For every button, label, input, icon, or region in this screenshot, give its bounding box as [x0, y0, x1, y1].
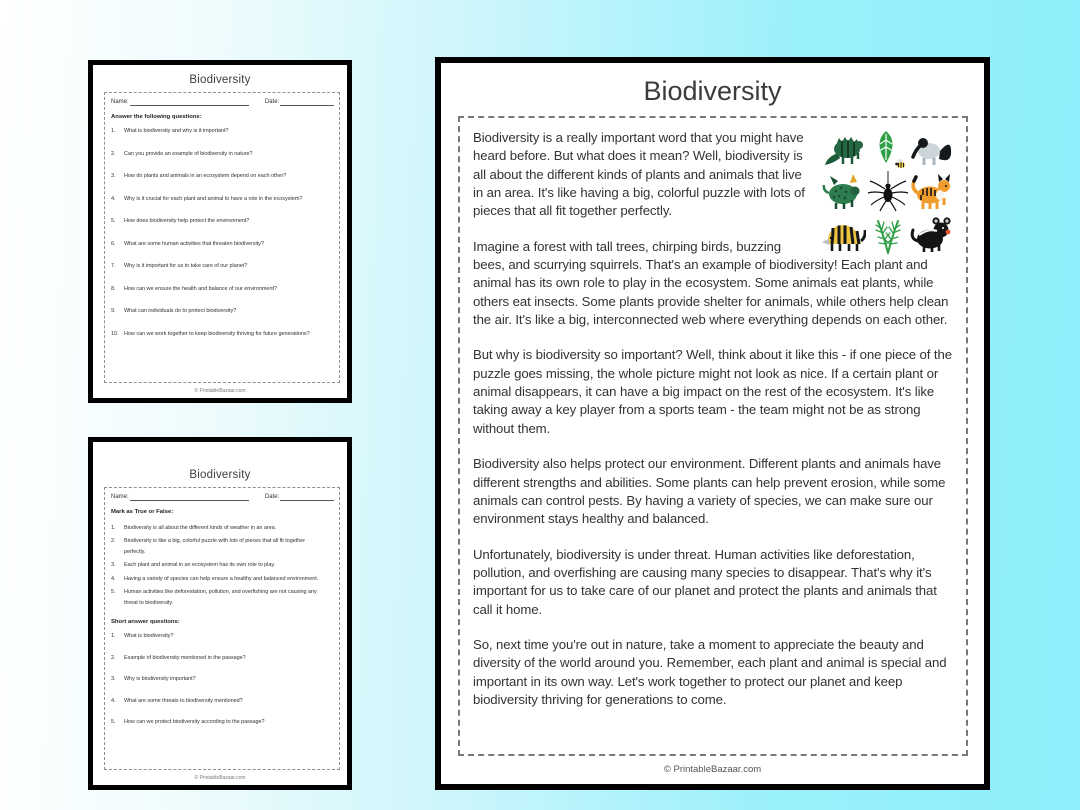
name-label: Name: — [111, 494, 129, 500]
passage-dashed-box — [458, 116, 968, 756]
worksheet-dashed-box — [104, 487, 340, 770]
animal-collage — [822, 129, 954, 255]
question-item: Why is it crucial for each plant and animal to have a role in the ecosystem? — [124, 195, 303, 202]
question-item: How can we ensure the health and balance of our environment? — [124, 285, 277, 292]
lizard-icon — [822, 129, 866, 171]
numbat-icon — [822, 213, 866, 255]
question-item: How do plants and animals in an ecosystem depend on each other? — [124, 173, 287, 179]
passage-paragraph: Biodiversity is a really important word that you might have heard before. But what does it mean? Well, biodiversity is all about the different kinds of plants and animals that live in an area. It's like having a big, colorful puzzle with lots of pieces that all fit together perfectly. — [473, 130, 805, 219]
passage-footer: © PrintableBazaar.com — [663, 764, 762, 775]
name-blank-line — [130, 494, 250, 501]
truefalse-item: Biodiversity is like a big, colorful puzzle with lots of pieces that all fit together perfectly. — [124, 538, 306, 555]
passage-paragraph: But why is biodiversity so important? Well, think about it like this - if one piece of the puzzle goes missing, the whole picture might not look as nice. If a certain plant or animal disappears, it can have a big impact on the rest of the ecosystem. It's like taking away a key player from a sports team - the team might not be as strong without them. — [473, 347, 952, 436]
shortanswer-heading: Short answer questions: — [111, 619, 180, 626]
fern-icon — [866, 213, 910, 255]
worksheet-dashed-box — [104, 92, 340, 383]
question-item: How does biodiversity help protect the environment? — [124, 218, 250, 224]
passage-page — [435, 57, 990, 790]
possum-icon — [910, 213, 954, 255]
worksheet-footer: © PrintableBazaar.com — [194, 775, 246, 781]
passage-paragraph: So, next time you're out in nature, take a moment to appreciate the beauty and diversity of the world around you. Remember, each plant and animal is special and important in its own way. Let's work together to protect our planet and keep biodiversity thriving for generations to come. — [473, 636, 947, 707]
passage-title: Biodiversity — [643, 76, 782, 106]
worksheet-title: Biodiversity — [189, 469, 251, 481]
truefalse-item: Each plant and animal in an ecosystem has its own role to play. — [124, 562, 276, 569]
worksheet-title: Biodiversity — [189, 74, 251, 86]
truefalse-item: Having a variety of species can help ensure a healthy and balanced environment. — [124, 575, 319, 582]
date-label: Date: — [264, 99, 280, 105]
truefalse-heading: Mark as True or False: — [111, 509, 174, 515]
shortanswer-item: Why is biodiversity important? — [124, 676, 196, 683]
date-label: Date: — [264, 494, 280, 500]
questions-list — [111, 128, 334, 337]
name-label: Name: — [111, 99, 129, 105]
date-blank-line — [280, 99, 334, 106]
shortanswer-item: What is biodiversity? — [124, 633, 174, 640]
shortanswer-list — [111, 633, 334, 725]
leaf-icon — [866, 129, 910, 171]
passage-paragraph: Imagine a forest with tall trees, chirping birds, buzzing bees, and scurrying squirrels. That's an example of biodiversity! Each plant and animal has its own role to play in the ecosystem. Some animals eat plants, while others eat insects. Some plants provide shelter for animals, while others help clean the air. It's like a big, interconnected web where everything depends on each other. — [473, 238, 949, 328]
truefalse-item: Biodiversity is all about the different kinds of weather in an area. — [124, 525, 277, 531]
name-date-row — [111, 99, 334, 106]
worksheet-footer: © PrintableBazaar.com — [194, 388, 246, 394]
name-blank-line — [130, 99, 250, 106]
passage-paragraph: Unfortunately, biodiversity is under threat. Human activities like deforestation, pollution, and overfishing are causing many species to disappear. That's why it's important for us to take care of our planet and protect the plants and animals that call it home. — [473, 546, 937, 617]
bee-icon — [895, 159, 905, 168]
shortanswer-item: How can we protect biodiversity according to the passage? — [124, 719, 265, 726]
shortanswer-item: What are some threats to biodiversity mentioned? — [124, 697, 243, 704]
question-item: What can individuals do to protect biodiversity? — [124, 308, 237, 314]
worksheet-truefalse-page — [88, 437, 352, 790]
question-item: Why is it important for us to take care of our planet? — [124, 263, 248, 269]
anteater-icon — [910, 129, 954, 171]
truefalse-list — [111, 523, 334, 608]
ocelot-icon — [910, 171, 954, 213]
shortanswer-item: Example of biodiversity mentioned in the passage? — [124, 654, 246, 661]
passage-paragraph: Biodiversity also helps protect our environment. Different plants and animals have different strengths and abilities. Some plants can help prevent erosion, while some animals can control pests. By having a variety of species, we can make sure our environment stays healthy and balanced. — [473, 456, 946, 527]
armadillo-icon — [822, 171, 866, 213]
date-blank-line — [280, 494, 334, 501]
worksheet-questions-page — [88, 60, 352, 403]
name-date-row — [111, 494, 334, 501]
spider-icon — [866, 171, 910, 213]
truefalse-item: Human activities like deforestation, pollution, and overfishing are not causing any threat to biodiversity. — [124, 589, 317, 606]
question-item: How can we work together to keep biodiversity thriving for future generations? — [124, 330, 310, 337]
question-item: What are some human activities that threaten biodiversity? — [124, 240, 264, 247]
question-item: What is biodiversity and why is it important? — [124, 128, 229, 134]
question-item: Can you provide an example of biodiversity in nature? — [124, 150, 253, 157]
questions-heading: Answer the following questions: — [111, 114, 202, 120]
